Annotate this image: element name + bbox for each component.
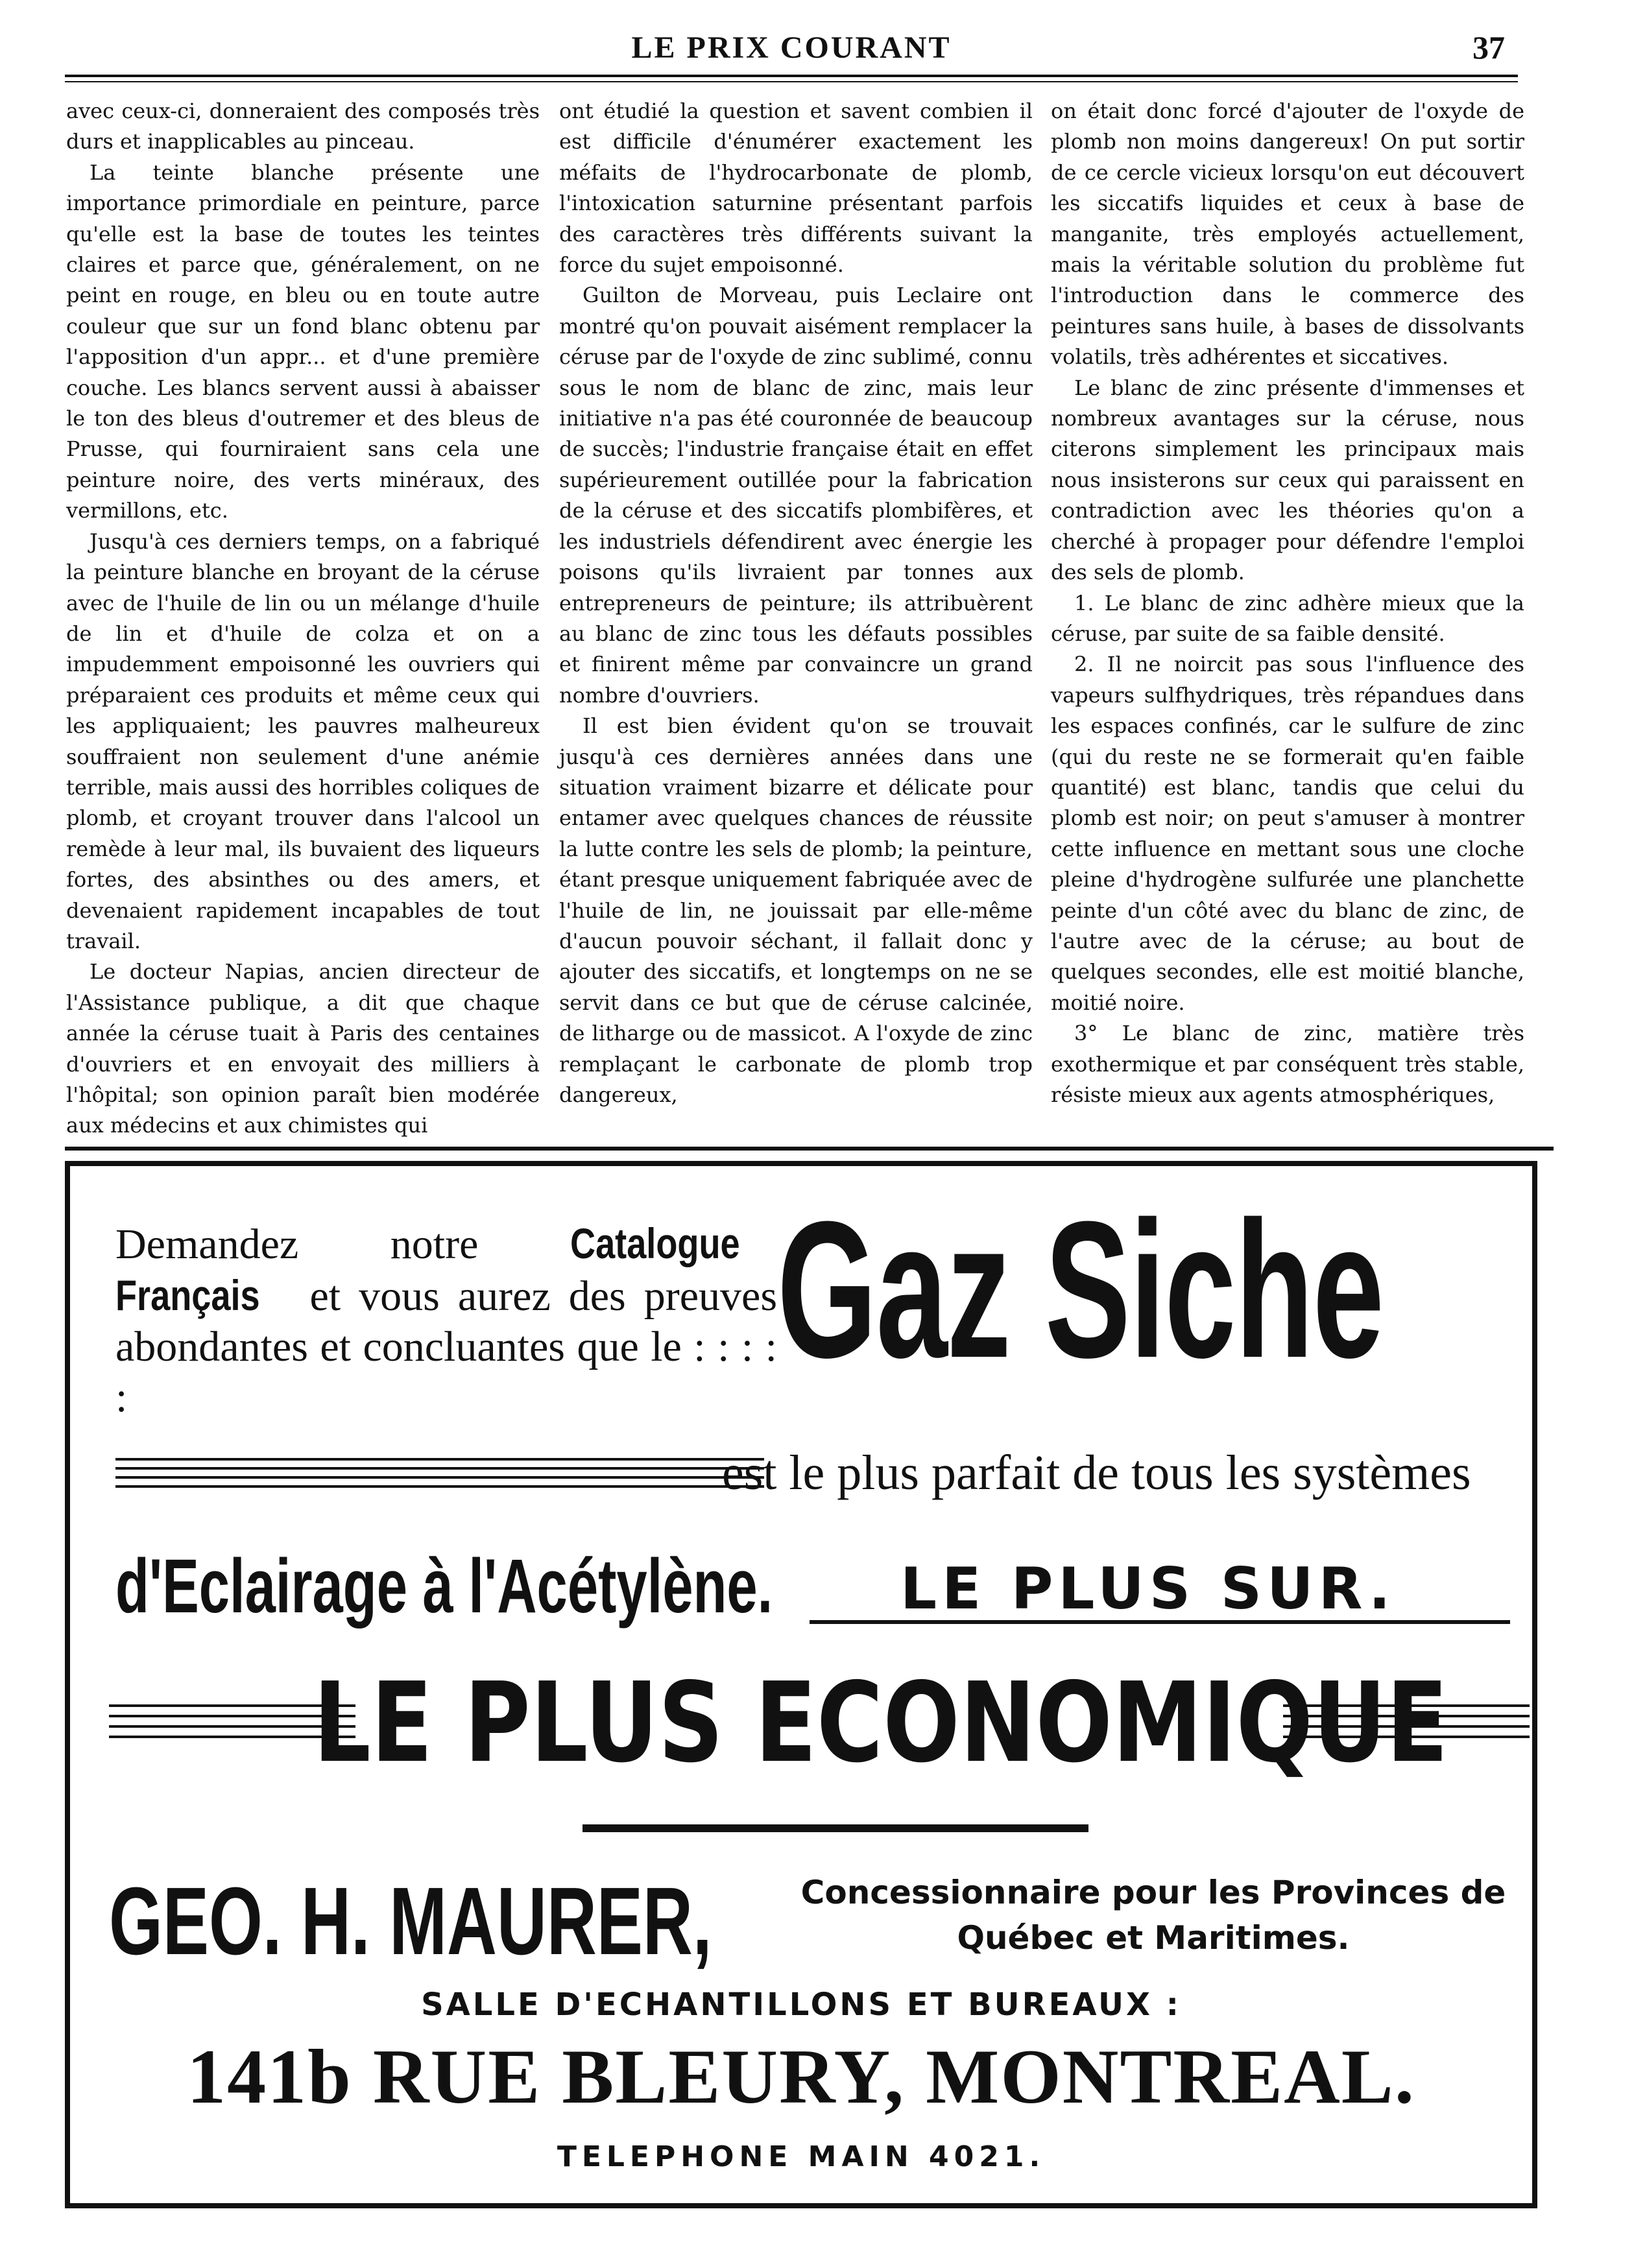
paragraph: 1. Le blanc de zinc adhère mieux que la céruse, par suite de sa faible densité. xyxy=(1051,590,1524,646)
publication-title: LE PRIX COURANT xyxy=(631,30,952,65)
paragraph: 2. Il ne noircit pas sous l'influence des vapeurs sulfhydriques, très répandues dans les espaces confinés, car le sulfure de zinc (qui du reste ne se formerait qu'en faible quantité) est blanc, tandis que celui du plomb est noir; on peut s'amuser à montrer cette influence en mettant sous une cloche pleine d'hydrogène sulfurée une planchette peinte d'un côté avec du blanc de zinc, de l'autre avec de la céruse; au bout de quelques secondes, elle est moitié blanche, moitié noire. xyxy=(1051,652,1524,1015)
paragraph: avec ceux-ci, donneraient des composés très durs et inapplicables au pinceau. xyxy=(66,99,540,154)
section-rule xyxy=(65,1147,1554,1151)
ad-intro-start: Demandez notre xyxy=(115,1221,479,1268)
paragraph: Le blanc de zinc présente d'immenses et nombreux avantages sur la céruse, nous citerons simplement les principaux mais nous insisterons sur ceux qui paraissent en contradiction avec les théories qu'on a cherché à propager pour défendre l'emploi des sels de plomb. xyxy=(1051,375,1524,585)
decorative-bar xyxy=(583,1824,1088,1832)
ad-plus-sur: LE PLUS SUR. xyxy=(900,1555,1396,1622)
header-rule-thin xyxy=(65,81,1518,82)
concessionnaire-line-1: Concessionnaire pour les Provinces de xyxy=(800,1874,1506,1911)
paragraph: Jusqu'à ces derniers temps, on a fabriqué la peinture blanche en broyant de la céruse avec de l'huile de lin ou un mélange d'huile de lin et d'huile de colza et on a impudemment empoisonné les ouvriers qui préparaient ces produits et même ceux qui les appliquaient; les pauvres malheureux souffraient non seulement d'une anémie terrible, mais aussi des horribles coliques de plomb, et croyant trouver dans l'alcool un remède à leur mal, ils buvaient des liqueurs fortes, des absinthes ou des amers, et devenaient rapidement incapables de tout travail. xyxy=(66,529,540,953)
ad-company-name: GEO. H. MAURER, xyxy=(109,1868,712,1975)
paragraph: Guilton de Morveau, puis Leclaire ont montré qu'on pouvait aisément remplacer la céruse par de l'oxyde de zinc sublimé, connu sous le nom de blanc de zinc, mais leur initiative n'a pas été couronnée de beaucoup de succès; l'industrie française était en effet supérieurement outillée pour la fabrication de la céruse et des siccatifs plombifères, et les industriels défendirent avec énergie les poisons qu'ils livraient par tonnes aux entrepreneurs de peinture; ils attribuèrent au blanc de zinc tous les défauts possibles et finirent même par convaincre un grand nombre d'ouvriers. xyxy=(559,283,1033,708)
paragraph: 3° Le blanc de zinc, matière très exothermique et par conséquent très stable, résiste mieux aux agents atmosphériques, xyxy=(1051,1021,1524,1107)
ad-francais-word: Français xyxy=(115,1271,260,1319)
paragraph: ont étudié la question et savent combien il est difficile d'énumérer exactement les méfaits de l'hydrocarbonate de plomb, l'intoxication saturnine présentant parfois des caractères très différents suivant la force du sujet empoisonné. xyxy=(559,99,1033,278)
ad-intro-rest: et vous aurez des preuves abondantes et concluantes que le : : : : : xyxy=(115,1272,778,1421)
page-number: 37 xyxy=(1472,29,1505,66)
ad-concessionnaire xyxy=(784,1870,1523,1961)
ad-telephone: TELEPHONE MAIN 4021. xyxy=(557,2140,1046,2173)
ad-intro-text xyxy=(115,1218,777,1423)
header-rule xyxy=(65,75,1518,77)
brand-name: Gaz Siche xyxy=(777,1180,1384,1398)
ad-tagline: est le plus parfait de tous les systèmes xyxy=(722,1446,1471,1500)
paragraph: Il est bien évident qu'on se trouvait jusqu'à ces dernières années dans une situation vraiment bizarre et délicate pour entamer avec quelques chances de réussite la lutte contre les sels de plomb; la peinture, étant presque uniquement fabriquée avec de l'huile de lin, ne jouissait par elle-même d'aucun pouvoir séchant, il fallait donc y ajouter des siccatifs, et longtemps on ne se servit dans ce but que de céruse calcinée, de litharge ou de massicot. A l'oxyde de zinc remplaçant le carbonate de plomb trop dangereux, xyxy=(559,713,1033,1107)
advertisement xyxy=(65,1161,1537,2208)
ad-plus-economique: LE PLUS ECONOMIQUE xyxy=(313,1659,1448,1787)
concessionnaire-line-2: Québec et Maritimes. xyxy=(957,1919,1350,1957)
ad-salle: SALLE D'ECHANTILLONS ET BUREAUX : xyxy=(421,1987,1181,2023)
article-column-2 xyxy=(559,96,1033,1108)
ad-eclairage: d'Eclairage à l'Acétylène. xyxy=(115,1544,773,1629)
paragraph: on était donc forcé d'ajouter de l'oxyde de plomb non moins dangereux! On put sortir de ce cercle vicieux lorsqu'on eut découvert les siccatifs liquides et ceux à base de manganite, très employés actuellement, mais la véritable solution du problème fut l'introduction dans le commerce des peintures sans huile, à bases de dissolvants volatils, très adhérentes et siccatives. xyxy=(1051,99,1524,370)
page-header xyxy=(65,26,1518,71)
paragraph: La teinte blanche présente une importance primordiale en peinture, parce qu'elle est la base de toutes les teintes claires et parce que, généralement, on ne peint en rouge, en bleu ou en toute autre couleur que sur un fond blanc obtenu par l'apposition d'un appr... et d'une première couche. Les blancs servent aussi à abaisser le ton des bleus d'outremer et des bleus de Prusse, qui fourniraient sans cela une peinture noire, des verts minéraux, des vermillons, etc. xyxy=(66,160,540,523)
article-column-1 xyxy=(66,96,540,1138)
paragraph: Le docteur Napias, ancien directeur de l'Assistance publique, a dit que chaque année la céruse tuait à Paris des centaines d'ouvriers et en envoyait des milliers à l'hôpital; son opinion paraît bien modérée aux médecins et aux chimistes qui xyxy=(66,959,540,1138)
ad-catalogue-word: Catalogue xyxy=(570,1219,740,1267)
decorative-lines xyxy=(115,1458,764,1494)
article-column-3 xyxy=(1051,96,1524,1108)
ad-address: 141b RUE BLEURY, MONTREAL. xyxy=(187,2033,1415,2119)
